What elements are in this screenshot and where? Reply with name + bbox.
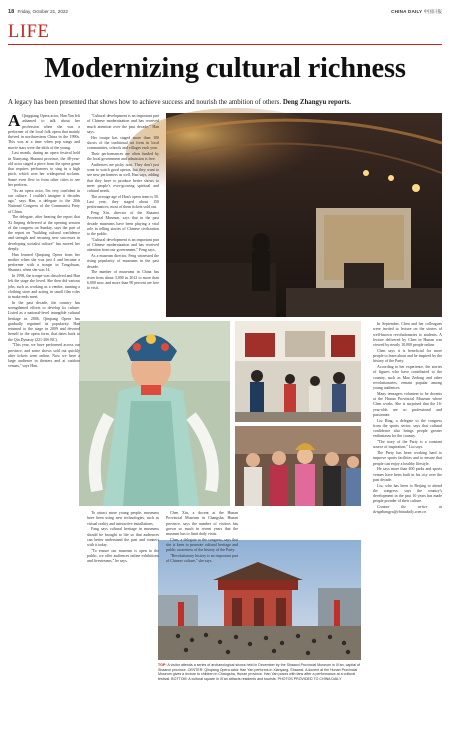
article-body — [8, 113, 442, 698]
article-paragraph: According to her experience, the stories of figures who have contributed to the country, such as Mao Zedong and other revolutionaries, remain popular among young audiences. — [373, 364, 442, 390]
article-paragraph: Chen, a delegate to the congress, says that she is keen to promote cultural heritage and public awareness of the history of the Party. — [166, 536, 238, 553]
article-paragraph: In September, Chen and her colleagues were invited to lecture on the stories of well-known revolutionaries to students. A lecture delivered by Chen in Hunan was viewed by nearly 10,000 people online. — [373, 321, 442, 347]
article-paragraph: Her troupe has staged more than 100 shows of the traditional art form in local communities, schools and villages each year. — [87, 134, 159, 150]
byline: Deng Zhangyu reports. — [282, 99, 352, 106]
deck-text: A legacy has been presented that shows how to achieve success and nourish the ambition of others. — [8, 99, 282, 106]
caption-text: A visitor attends a series of archaeological shows held in December by the Shaanxi Provincial Museum in Xi'an, capital of Shaanxi province. CENTER: Qinqiang Opera actor Han Yan performs in Xianyang, Shaanxi. A docent at the Hunan Provincial Museum gives a lecture to children in Changsha, Hunan province. Han Yan poses with fans after a performance at a cultural festival. BOTTOM: A cultural square in Xi'an attracts residents and tourists. PHOTOS PROVIDED TO CHINA DAILY — [158, 663, 360, 682]
article-paragraph: Chen says it is beneficial for more people to learn about and be inspired by the history of the Party. — [373, 347, 442, 364]
drop-cap: A — [8, 111, 21, 130]
writer-contact: Contact the writer at dengzhangyu@chinadaily.com.cn — [373, 504, 442, 515]
article-paragraph: As a museum director, Feng witnessed the rising popularity of museums in the past decade. — [87, 253, 159, 269]
article-paragraph: Many teenagers volunteer to be docents at the Hunan Provincial Museum where Chen works. She is surprised that the 16-year-olds are so professional and passionate. — [373, 390, 442, 417]
page-number: 18 — [8, 9, 15, 15]
article-paragraph: Feng Xin, director of the Shaanxi Provincial Museum, says that in the past decade museums have been playing a vital role in telling stories of Chinese civilization to the public. — [87, 210, 159, 236]
article-paragraph: He says more than 400 parks and sports venues have been built in his city over the past decade. — [373, 466, 442, 482]
article-paragraph: The number of museums in China has risen from about 3,000 in 2012 to more than 6,000 now, and more than 90 percent are free to visit. — [87, 269, 159, 290]
brand-name: CHINA DAILY — [391, 9, 423, 14]
section-header — [8, 22, 442, 45]
article-column-2 — [87, 113, 159, 318]
article-paragraph: Liu, who has been to Beijing to attend the congress, says the country's development in the past 10 years has made people prouder of their culture. — [373, 482, 442, 504]
article-paragraph: A Qingqiang Opera actor, Han Yan felt ashamed to talk about her profession when she was a performer of the local folk opera that mainly thrived in northwestern China in the 1990s. This was at a time when pop songs and movie stars were the idols of the young. — [8, 111, 80, 150]
article-paragraph: To attract more young people, museums have been using new technologies, such as virtual reality and interactive installations. — [87, 510, 159, 526]
section-label: LIFE — [8, 22, 50, 42]
brand-chinese: 中国日报 — [423, 9, 442, 14]
caption-head: TOP: — [158, 663, 167, 667]
article-paragraph: The delegate, after hearing the report that Xi Jinping delivered at the opening session of the congress on Sunday, says the part of the report on "building cultural confidence and strength and securing new successes in developing socialist culture" has moved her deeply. — [8, 214, 80, 251]
article-column-3 — [87, 510, 159, 698]
photo-caption — [158, 663, 361, 682]
article-paragraph: Audiences are picky now. They don't just want to watch good operas, but they want to see new performers as well, Han says, adding that they have to produce better shows to meet people's ever-growing spiritual and cultural needs. — [87, 161, 159, 193]
article-paragraph: Chen Xin, a docent at the Hunan Provincial Museum in Changsha, Hunan province, says the number of visitors has grown so much in recent years that the museum has to limit daily visits. — [166, 510, 238, 536]
article-paragraph: "Cultural development is an important part of Chinese modernization and has received much attention over the past decade," Han says. — [87, 113, 159, 134]
article-paragraph: Liu Bing, a delegate to the congress from the sports sector, says that cultural confidence also brings people greater enthusiasm for the country. — [373, 417, 442, 439]
page-folio — [8, 7, 442, 17]
article-paragraph: Last month, during an opera festival held in Xianyang, Shaanxi province, the 48-year-old actor staged a piece from the opera genre that requires performers to sing in a high pitch, which won her widespread acclaim. Some even flew in from other cities to see her perform. — [8, 150, 80, 187]
article-paragraph: Fang says cultural heritage in museums should be brought to life so that audiences can better understand the past and connect with it today. — [87, 526, 159, 547]
article-paragraph: "Revolutionary history is an important part of Chinese culture," she says. — [166, 553, 238, 564]
article-paragraph: "The story of the Party is a constant source of inspiration," Liu says. — [373, 439, 442, 450]
article-paragraph: The Party has been working hard to improve sports facilities and to ensure that people can enjoy a healthy lifestyle. — [373, 450, 442, 466]
article-paragraph: "To ensure our museum is open to the public, we offer audiences online exhibitions and livestreams," he says. — [87, 547, 159, 564]
article-column-4 — [166, 510, 238, 564]
article-column-1 — [8, 113, 80, 698]
issue-date: Friday, October 21, 2022 — [17, 9, 68, 14]
article-paragraph: In the past decade, the country has strengthened efforts to develop its culture. Listed as a national-level intangible cultural heritage in 2006, Qinqiang Opera has gradually regained its popularity. Han returned to the stage in 2009 and devoted herself to the opera form, that dates back to the Qin Dynasty (221-206 BC). — [8, 299, 80, 342]
page-title: Modernizing cultural richness — [44, 53, 406, 84]
article-paragraph: Han learned Qinqiang Opera from her mother when she was just 4 and became a performer with a troupe in Tongchuan, Shaanxi, when she was 14. — [8, 251, 80, 273]
article-paragraph: "As an opera actor, I'm very confident in our culture. I couldn't imagine it decades ago," says Han, a delegate to the 20th National Congress of the Communist Party of China. — [8, 187, 80, 214]
article-paragraph: In 1998, the troupe was dissolved and Han left the stage she loved. She then did various jobs, such as working as a vendor, running a clothing store and acting in small film roles to make ends meet. — [8, 273, 80, 299]
article-paragraph: "This year, we have performed across our province, and some shows sold out quickly after tickets went online. Now we have a large audience in theaters and at outdoor venues," says Han. — [8, 342, 80, 369]
article-column-5 — [373, 321, 442, 698]
article-paragraph: "Cultural development is an important part of Chinese modernization and has received attention from our government," Feng says. — [87, 236, 159, 253]
article-paragraph: The average age of Han's opera team is 50. Last year, they staged about 150 performances, most of them tickets sold out. — [87, 193, 159, 210]
deck — [8, 98, 442, 107]
article-paragraph: Their performances are often funded by the local government and admission is free. — [87, 150, 159, 161]
section-rule — [8, 44, 442, 45]
